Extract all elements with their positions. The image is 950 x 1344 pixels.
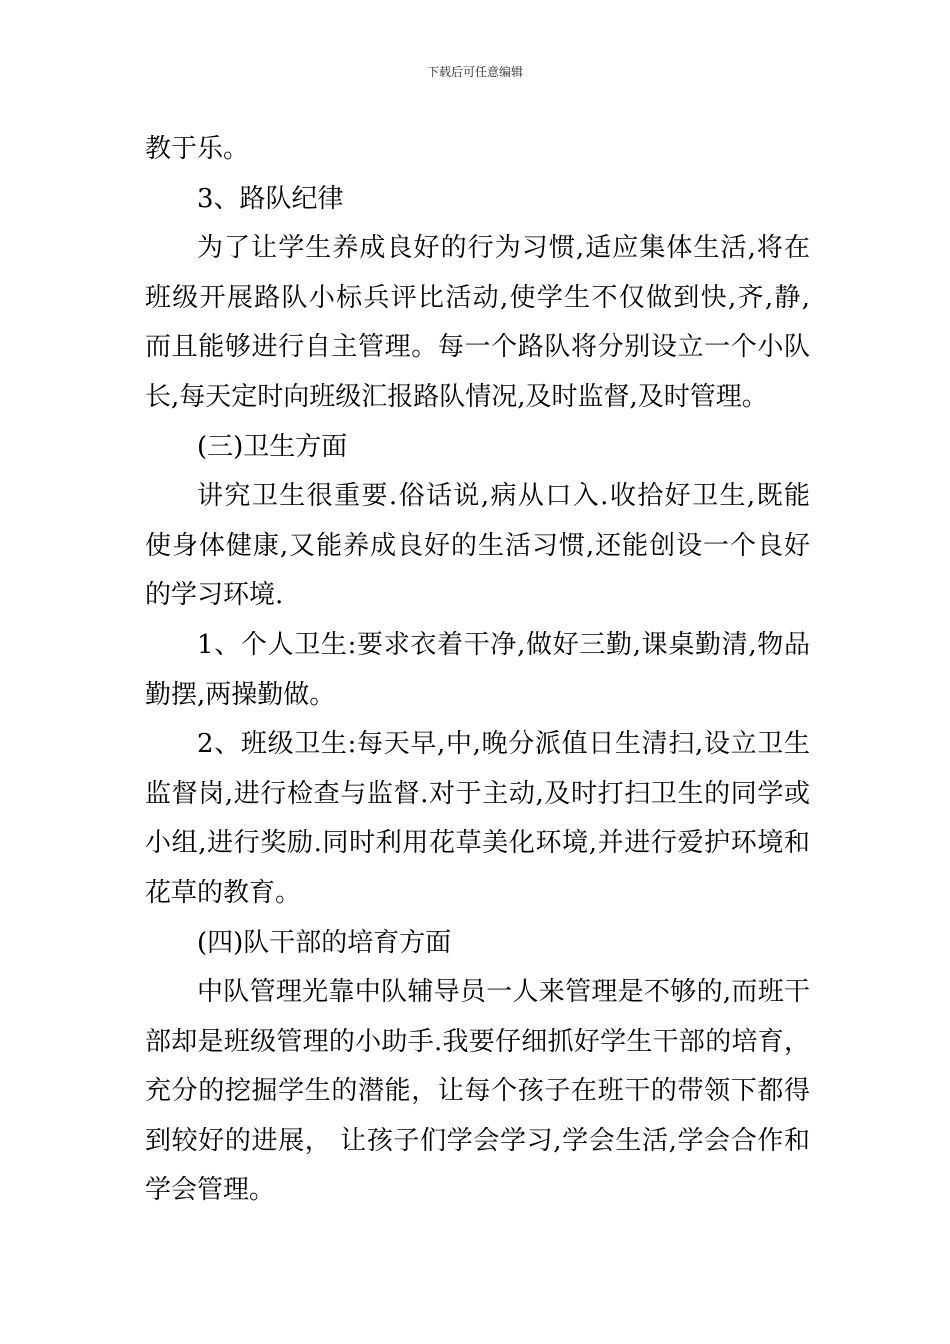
text-line: 2、班级卫生:每天早,中,晚分派值日生清扫,设立卫生 — [197, 729, 810, 760]
text-line: 教于乐。 — [145, 134, 250, 164]
text-line: 的学习环境. — [145, 580, 284, 611]
section-heading — [145, 919, 810, 969]
page-header-note: 下载后可任意编辑 — [426, 65, 523, 79]
text-line: 到较好的进展， 让孩子们学会学习,学会生活,学会合作和 — [145, 1125, 810, 1156]
text-line: 班级开展路队小标兵评比活动,使学生不仅做到快,齐,静, — [145, 282, 810, 313]
document-body — [145, 125, 810, 1216]
text-line: 充分的挖掘学生的潜能，让每个孩子在班干的带领下都得 — [145, 1076, 810, 1107]
text-line: 中队管理光靠中队辅导员一人来管理是不够的,而班干 — [197, 977, 810, 1008]
paragraph — [145, 720, 810, 918]
paragraph — [145, 968, 810, 1216]
text-line: 部却是班级管理的小助手.我要仔细抓好学生干部的培育， — [145, 1026, 810, 1057]
paragraph — [145, 621, 810, 720]
text-line: 讲究卫生很重要.俗话说,病从口入.收拾好卫生,既能 — [197, 481, 810, 512]
text-line: 长,每天定时向班级汇报路队情况,及时监督,及时管理。 — [145, 381, 768, 412]
text-line: (四)队干部的培育方面 — [197, 927, 452, 958]
section-heading — [145, 423, 810, 473]
text-line: 3、路队纪律 — [197, 183, 344, 214]
text-line: 为了让学生养成良好的行为习惯,适应集体生活,将在 — [197, 233, 810, 264]
text-line: 勤摆,两操勤做。 — [145, 679, 336, 710]
text-line: 学会管理。 — [145, 1175, 276, 1206]
text-line: (三)卫生方面 — [197, 431, 348, 462]
paragraph — [145, 125, 810, 175]
section-heading — [145, 175, 810, 225]
text-line: 而且能够进行自主管理。每一个路队将分别设立一个小队 — [145, 332, 810, 363]
text-line: 1、个人卫生:要求衣着干净,做好三勤,课桌勤清,物品 — [197, 629, 810, 660]
paragraph — [145, 224, 810, 422]
text-line: 监督岗,进行检查与监督.对于主动,及时打扫卫生的同学或 — [145, 778, 810, 809]
paragraph — [145, 472, 810, 621]
text-line: 小组,进行奖励.同时利用花草美化环境,并进行爱护环境和 — [145, 828, 810, 859]
text-line: 花草的教育。 — [145, 877, 302, 908]
text-line: 使身体健康,又能养成良好的生活习惯,还能创设一个良好 — [145, 530, 810, 561]
